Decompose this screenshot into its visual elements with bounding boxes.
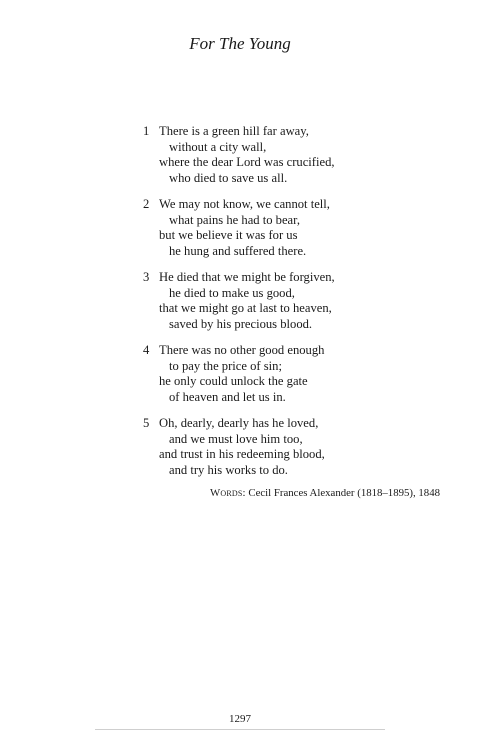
- page-title: For The Young: [189, 34, 291, 53]
- verse-3: [143, 270, 335, 332]
- verse-line: that we might go at last to heaven,: [159, 301, 332, 315]
- verse-line: he died to make us good,: [169, 285, 295, 300]
- verse-line: saved by his precious blood.: [169, 316, 313, 331]
- attribution-text: Cecil Frances Alexander (1818–1895), 1848: [248, 487, 440, 499]
- verse-line: who died to save us all.: [169, 170, 288, 185]
- verse-line: and trust in his redeeming blood,: [159, 447, 325, 461]
- verse-line: We may not know, we cannot tell,: [159, 197, 330, 211]
- attribution-label: Words:: [209, 487, 246, 499]
- attribution: [210, 487, 440, 499]
- verse-number: 3: [143, 270, 150, 284]
- verse-number: 2: [143, 197, 150, 211]
- verse-number: 5: [143, 416, 150, 430]
- bottom-rule: [95, 729, 385, 730]
- verse-2: [143, 197, 335, 259]
- verse-line: and we must love him too,: [169, 431, 303, 446]
- verse-line: where the dear Lord was crucified,: [159, 155, 335, 169]
- verse-line: There was no other good enough: [159, 343, 325, 357]
- verse-line: he hung and suffered there.: [169, 243, 307, 258]
- verse-line: Oh, dearly, dearly has he loved,: [159, 416, 319, 430]
- verse-number: 1: [143, 124, 150, 138]
- verse-line: of heaven and let us in.: [169, 389, 286, 404]
- verse-line: He died that we might be forgiven,: [159, 270, 335, 284]
- verse-line: what pains he had to bear,: [169, 212, 300, 227]
- verse-line: without a city wall,: [169, 139, 267, 154]
- verse-line: he only could unlock the gate: [159, 374, 308, 388]
- verse-line: There is a green hill far away,: [159, 124, 309, 138]
- verse-5: [143, 416, 335, 478]
- verse-4: [143, 343, 335, 405]
- verse-line: but we believe it was for us: [159, 228, 298, 242]
- verse-1: [143, 124, 335, 186]
- hymn-text: [143, 124, 335, 489]
- page-number: 1297: [229, 713, 251, 725]
- verse-line: and try his works to do.: [169, 462, 288, 477]
- verse-line: to pay the price of sin;: [169, 358, 282, 373]
- verse-number: 4: [143, 343, 150, 357]
